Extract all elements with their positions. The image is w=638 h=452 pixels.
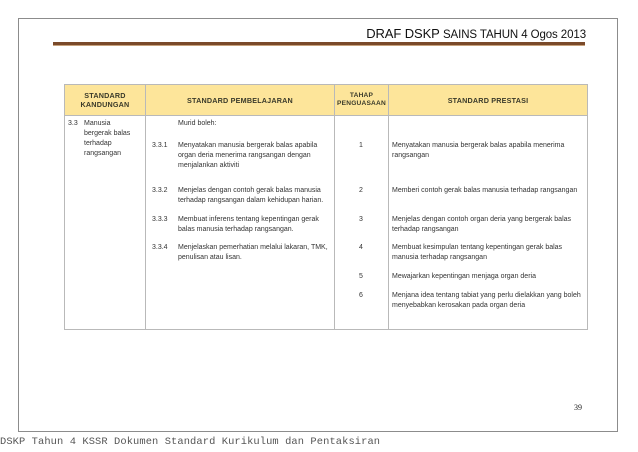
content-standard-text: rangsangan bbox=[84, 150, 121, 157]
header-title-draft: DRAF DSKP bbox=[366, 26, 440, 41]
learning-standard-code: 3.3.4 bbox=[152, 244, 168, 251]
mastery-level: 4 bbox=[359, 244, 363, 251]
learning-standard-text: balas manusia terhadap rangsangan. bbox=[178, 226, 294, 233]
document-header bbox=[366, 26, 586, 41]
content-standard-text: bergerak balas bbox=[84, 130, 131, 137]
mastery-level: 1 bbox=[359, 142, 363, 149]
column-header-mastery-level: TAHAP PENGUASAAN bbox=[335, 85, 389, 116]
performance-standard-text: menyebabkan kerosakan pada organ deria bbox=[392, 302, 526, 309]
learning-intro: Murid boleh: bbox=[178, 120, 217, 127]
learning-standard-text: organ deria menerima rangsangan dengan bbox=[178, 152, 311, 159]
learning-standard-code: 3.3.3 bbox=[152, 216, 168, 223]
footer-text: DSKP Tahun 4 KSSR Dokumen Standard Kurikulum dan Pentaksiran bbox=[0, 436, 381, 448]
learning-standard-text: Menyatakan manusia bergerak balas apabila bbox=[178, 142, 318, 149]
learning-standard-text: Membuat inferens tentang kepentingan gerak bbox=[178, 216, 319, 223]
mastery-level: 3 bbox=[359, 216, 363, 223]
learning-standard-text: terhadap rangsangan dalam kehidupan harian. bbox=[178, 197, 324, 204]
performance-standard-text: Menjelas dengan contoh organ deria yang bergerak balas bbox=[392, 216, 572, 223]
performance-standard-text: rangsangan bbox=[392, 152, 429, 159]
performance-standard-text: Membuat kesimpulan tentang kepentingan gerak balas bbox=[392, 244, 563, 251]
table-row bbox=[65, 116, 588, 330]
mastery-level: 6 bbox=[359, 292, 363, 299]
learning-standard-cell bbox=[146, 116, 335, 330]
page-number: 39 bbox=[574, 403, 582, 412]
learning-standard-text: menjalankan aktiviti bbox=[178, 162, 240, 169]
content-standard-text: Manusia bbox=[84, 120, 111, 127]
performance-standard-cell bbox=[389, 116, 588, 330]
content-standard-code: 3.3 bbox=[68, 120, 78, 127]
table-header-row bbox=[65, 85, 588, 116]
performance-standard-text: Mewajarkan kepentingan menjaga organ deria bbox=[392, 273, 536, 280]
performance-standard-text: terhadap rangsangan bbox=[392, 226, 459, 233]
learning-standard-text: Menjelaskan pemerhatian melalui lakaran, TMK, bbox=[178, 244, 328, 251]
content-standard-text: terhadap bbox=[84, 140, 112, 147]
mastery-level: 2 bbox=[359, 187, 363, 194]
header-rule bbox=[53, 42, 585, 46]
column-header-content-standard: STANDARD KANDUNGAN bbox=[65, 85, 146, 116]
learning-standard-code: 3.3.1 bbox=[152, 142, 168, 149]
learning-standard-text: penulisan atau lisan. bbox=[178, 254, 242, 261]
mastery-level: 5 bbox=[359, 273, 363, 280]
mastery-level-cell bbox=[335, 116, 389, 330]
performance-standard-text: manusia terhadap rangsangan bbox=[392, 254, 487, 261]
column-header-learning-standard: STANDARD PEMBELAJARAN bbox=[146, 85, 335, 116]
header-title-subject: SAINS TAHUN 4 Ogos 2013 bbox=[442, 29, 586, 41]
content-standard-cell bbox=[65, 116, 146, 330]
learning-standard-code: 3.3.2 bbox=[152, 187, 168, 194]
learning-standard-text: Menjelas dengan contoh gerak balas manusia bbox=[178, 187, 321, 194]
performance-standard-text: Memberi contoh gerak balas manusia terhadap rangsangan bbox=[392, 187, 578, 194]
column-header-performance-standard: STANDARD PRESTASI bbox=[389, 85, 588, 116]
performance-standard-text: Menyatakan manusia bergerak balas apabila menerima bbox=[392, 142, 565, 149]
performance-standard-text: Menjana idea tentang tabiat yang perlu dielakkan yang boleh bbox=[392, 292, 581, 299]
standards-table bbox=[64, 84, 588, 330]
